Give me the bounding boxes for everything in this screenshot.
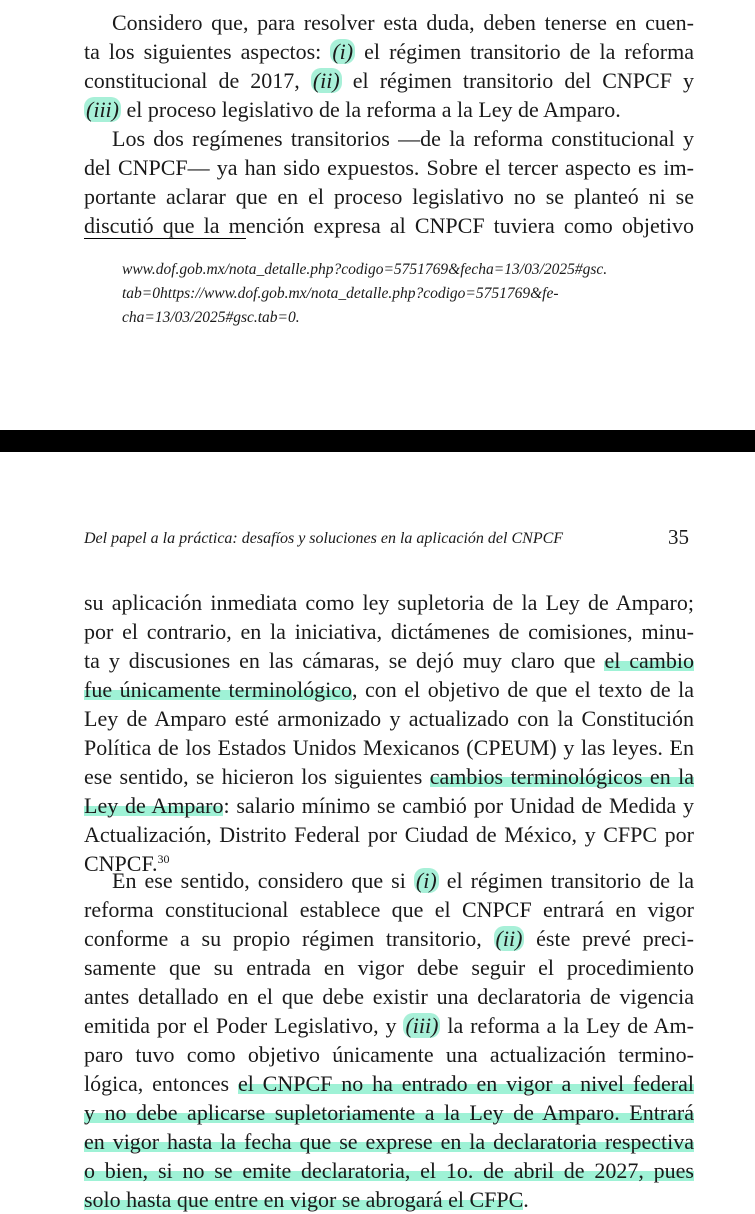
text-line: emitida por el Poder Legislativo, y (iii) la reforma a la Ley de Am- bbox=[84, 1013, 694, 1038]
text-line: En ese sentido, considero que si (i) el régimen transitorio de la bbox=[112, 868, 694, 893]
enumerator-marker: (ii) bbox=[312, 68, 340, 93]
footnote-line: cha=13/03/2025#gsc.tab=0. bbox=[122, 309, 300, 326]
text-line: solo hasta que entre en vigor se abrogará el CFPC. bbox=[84, 1187, 529, 1212]
footnote-line: www.dof.gob.mx/nota_detalle.php?codigo=5751769&fecha=13/03/2025#gsc. bbox=[122, 261, 608, 278]
highlight: fue únicamente terminológico bbox=[84, 677, 352, 702]
text-line: Actualización, Distrito Federal por Ciudad de México, y CFPC por bbox=[84, 822, 694, 847]
text-line bbox=[84, 1156, 694, 1185]
text-line: lógica, entonces el CNPCF no ha entrado en vigor a nivel federal bbox=[84, 1071, 694, 1096]
enumerator-marker: (ii) bbox=[495, 926, 523, 951]
highlight: el CNPCF no ha entrado en vigor a nivel federal bbox=[237, 1071, 694, 1096]
text-line: portante aclarar que en el proceso legislativo no se planteó ni se bbox=[84, 184, 694, 209]
text-line: ta los siguientes aspectos: (i) el régimen transitorio de la reforma bbox=[84, 39, 694, 64]
footnote-line: tab=0https://www.dof.gob.mx/nota_detalle.php?codigo=5751769&fe- bbox=[122, 285, 559, 302]
page-break-band bbox=[0, 430, 755, 452]
text-line: ta y discusiones en las cámaras, se dejó muy claro que el cambio bbox=[84, 648, 695, 673]
paragraph-aspects bbox=[84, 8, 694, 124]
highlight: solo hasta que entre en vigor se abrogará el CFPC bbox=[84, 1187, 524, 1212]
highlight: o bien, si no se emite declaratoria, el 1o. de abril de 2027, pues bbox=[84, 1158, 694, 1183]
text-line: ese sentido, se hicieron los siguientes cambios terminológicos en la bbox=[84, 764, 694, 789]
text-line: Los dos regímenes transitorios —de la reforma constitucional y bbox=[112, 126, 694, 151]
enumerator-marker: (i) bbox=[332, 39, 354, 64]
text-line bbox=[84, 1098, 694, 1127]
text-line: Considero que, para resolver esta duda, deben tenerse en cuen- bbox=[112, 10, 694, 35]
enumerator-marker: (iii) bbox=[405, 1013, 439, 1038]
text-line: por el contrario, en la iniciativa, dictámenes de comisiones, minu- bbox=[84, 619, 694, 644]
highlight: Ley de Amparo bbox=[84, 793, 224, 818]
highlight: en vigor hasta la fecha que se exprese en la declaratoria respectiva bbox=[84, 1129, 694, 1154]
text-line: Ley de Amparo: salario mínimo se cambió por Unidad de Medida y bbox=[84, 793, 694, 818]
running-head: Del papel a la práctica: desafíos y soluciones en la aplicación del CNPCF bbox=[84, 530, 564, 547]
text-line: (iii) el proceso legislativo de la reforma a la Ley de Amparo. bbox=[86, 97, 621, 122]
text-line: Política de los Estados Unidos Mexicanos (CPEUM) y las leyes. En bbox=[84, 735, 694, 760]
footnote-rule bbox=[84, 238, 246, 239]
text-line: CNPCF.$^{30}$ bbox=[84, 851, 170, 876]
text-line: reforma constitucional establece que el CNPCF entrará en vigor bbox=[84, 897, 694, 922]
text-line: su aplicación inmediata como ley supletoria de la Ley de Amparo; bbox=[84, 590, 694, 615]
text-line: conforme a su propio régimen transitorio, (ii) éste prevé preci- bbox=[84, 926, 694, 951]
text-line: fue únicamente terminológico, con el objetivo de que el texto de la bbox=[84, 677, 695, 702]
highlight: el cambio bbox=[604, 648, 695, 673]
text-line: antes detallado en el que debe existir una declaratoria de vigencia bbox=[84, 984, 694, 1009]
paragraph-regimes bbox=[84, 124, 694, 240]
text-line bbox=[84, 1127, 694, 1156]
enumerator-marker: (iii) bbox=[86, 97, 119, 122]
text-line: constitucional de 2017, (ii) el régimen transitorio del CNPCF y bbox=[84, 68, 695, 93]
text-line: paro tuvo como objetivo únicamente una actualización termino- bbox=[84, 1042, 694, 1067]
paragraph-terminological bbox=[84, 588, 694, 878]
paragraph-conclusion bbox=[84, 866, 694, 1214]
footnote-ref: 30 bbox=[157, 852, 170, 866]
text-line: samente que su entrada en vigor debe seguir el procedimiento bbox=[84, 955, 694, 980]
footnote bbox=[122, 258, 694, 330]
page-number: 35 bbox=[668, 525, 689, 549]
highlight: y no debe aplicarse supletoriamente a la Ley de Amparo. Entrará bbox=[84, 1100, 694, 1125]
enumerator-marker: (i) bbox=[415, 868, 437, 893]
highlight: cambios terminológicos en la bbox=[429, 764, 694, 789]
text-line: del CNPCF— ya han sido expuestos. Sobre el tercer aspecto es im- bbox=[84, 155, 694, 180]
top-page bbox=[0, 0, 755, 430]
text-line: discutió que la mención expresa al CNPCF tuviera como objetivo bbox=[84, 213, 694, 238]
text-line: Ley de Amparo esté armonizado y actualizado con la Constitución bbox=[84, 706, 694, 731]
